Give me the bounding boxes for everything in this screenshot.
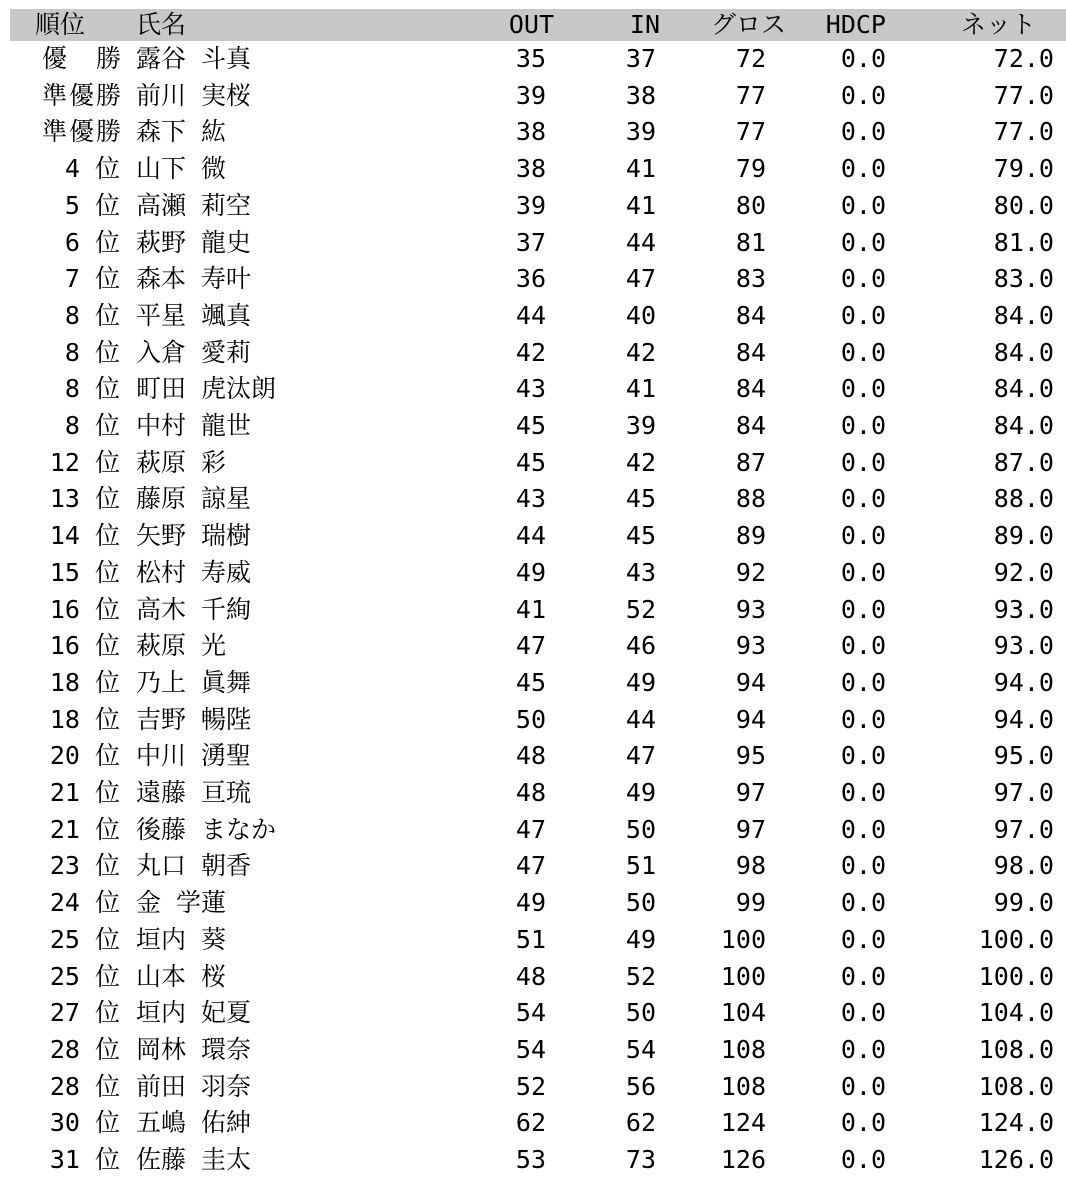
gross-cell: 97 [735, 814, 766, 844]
net-cell: 93.0 [993, 631, 1054, 661]
hdcp-cell: 0.0 [840, 1071, 886, 1101]
name-cell: 金 学蓮 [136, 888, 227, 918]
name-cell: 平星 颯真 [136, 300, 252, 330]
gross-cell: 124 [720, 1108, 766, 1138]
gross-cell: 89 [735, 521, 766, 551]
out-cell: 53 [515, 1145, 546, 1174]
in-cell: 42 [625, 337, 656, 367]
rank-cell: 18 位 [49, 667, 120, 697]
hdcp-cell: 0.0 [840, 300, 886, 330]
table-row [0, 518, 1066, 554]
in-cell: 41 [625, 190, 656, 220]
in-cell: 52 [625, 594, 656, 624]
out-cell: 52 [515, 1071, 546, 1101]
hdcp-cell: 0.0 [840, 667, 886, 697]
table-row [0, 225, 1066, 261]
gross-cell: 84 [735, 300, 766, 330]
in-cell: 52 [625, 961, 656, 991]
hdcp-cell: 0.0 [840, 484, 886, 514]
out-cell: 50 [515, 704, 546, 734]
name-cell: 丸口 朝香 [136, 851, 252, 881]
name-cell: 佐藤 圭太 [136, 1145, 252, 1174]
header-hdcp: HDCP [825, 10, 886, 39]
in-cell: 49 [625, 924, 656, 954]
in-cell: 41 [625, 374, 656, 404]
table-row [0, 1069, 1066, 1105]
out-cell: 44 [515, 521, 546, 551]
out-cell: 39 [515, 80, 546, 110]
gross-cell: 84 [735, 411, 766, 440]
name-cell: 前川 実桜 [136, 80, 252, 110]
table-row [0, 922, 1066, 958]
hdcp-cell: 0.0 [840, 814, 886, 844]
rank-cell: 23 位 [49, 851, 120, 881]
table-row [0, 959, 1066, 995]
gross-cell: 100 [720, 924, 766, 954]
out-cell: 47 [515, 631, 546, 661]
out-cell: 45 [515, 667, 546, 697]
rank-cell: 14 位 [49, 521, 120, 551]
hdcp-cell: 0.0 [840, 1108, 886, 1138]
in-cell: 40 [625, 300, 656, 330]
in-cell: 44 [625, 227, 656, 257]
net-cell: 77.0 [993, 117, 1054, 147]
out-cell: 48 [515, 961, 546, 991]
gross-cell: 108 [720, 1034, 766, 1064]
hdcp-cell: 0.0 [840, 374, 886, 404]
in-cell: 45 [625, 484, 656, 514]
gross-cell: 87 [735, 447, 766, 477]
gross-cell: 93 [735, 594, 766, 624]
rank-cell: 5 位 [64, 190, 120, 220]
net-cell: 108.0 [978, 1071, 1054, 1101]
name-cell: 遠藤 亘琉 [136, 778, 252, 807]
net-cell: 79.0 [993, 154, 1054, 184]
header-gross: グロス [710, 10, 786, 39]
rank-cell: 12 位 [49, 447, 120, 477]
in-cell: 50 [625, 814, 656, 844]
hdcp-cell: 0.0 [840, 741, 886, 771]
in-cell: 39 [625, 411, 656, 440]
hdcp-cell: 0.0 [840, 704, 886, 734]
header-name: 氏名 [136, 10, 187, 39]
name-cell: 中川 湧聖 [136, 741, 252, 771]
rank-cell: 20 位 [49, 741, 120, 771]
net-cell: 99.0 [993, 888, 1054, 918]
rank-cell: 16 位 [49, 631, 120, 661]
rank-cell: 準優勝 [42, 80, 124, 110]
hdcp-cell: 0.0 [840, 557, 886, 587]
net-cell: 126.0 [978, 1145, 1054, 1174]
in-cell: 38 [625, 80, 656, 110]
table-row [0, 848, 1066, 884]
net-cell: 81.0 [993, 227, 1054, 257]
table-row [0, 298, 1066, 334]
in-cell: 50 [625, 888, 656, 918]
net-cell: 97.0 [993, 778, 1054, 807]
in-cell: 51 [625, 851, 656, 881]
table-row [0, 738, 1066, 774]
name-cell: 乃上 眞舞 [136, 667, 252, 697]
net-cell: 108.0 [978, 1034, 1054, 1064]
net-cell: 104.0 [978, 998, 1054, 1028]
name-cell: 松村 寿威 [136, 557, 252, 587]
net-cell: 97.0 [993, 814, 1054, 844]
net-cell: 84.0 [993, 411, 1054, 440]
gross-cell: 108 [720, 1071, 766, 1101]
net-cell: 100.0 [978, 961, 1054, 991]
gross-cell: 77 [735, 117, 766, 147]
name-cell: 山下 微 [136, 154, 227, 184]
hdcp-cell: 0.0 [840, 411, 886, 440]
hdcp-cell: 0.0 [840, 337, 886, 367]
out-cell: 54 [515, 998, 546, 1028]
name-cell: 岡林 環奈 [136, 1034, 252, 1064]
gross-cell: 100 [720, 961, 766, 991]
net-cell: 72.0 [993, 44, 1054, 73]
in-cell: 54 [625, 1034, 656, 1064]
table-row [0, 261, 1066, 297]
name-cell: 萩原 光 [136, 631, 227, 661]
rank-cell: 30 位 [49, 1108, 120, 1138]
hdcp-cell: 0.0 [840, 594, 886, 624]
table-row [0, 702, 1066, 738]
in-cell: 41 [625, 154, 656, 184]
gross-cell: 84 [735, 337, 766, 367]
net-cell: 80.0 [993, 190, 1054, 220]
net-cell: 88.0 [993, 484, 1054, 514]
gross-cell: 97 [735, 778, 766, 807]
rank-cell: 25 位 [49, 924, 120, 954]
in-cell: 62 [625, 1108, 656, 1138]
name-cell: 萩原 彩 [136, 447, 227, 477]
out-cell: 48 [515, 778, 546, 807]
name-cell: 萩野 龍史 [136, 227, 252, 257]
in-cell: 49 [625, 778, 656, 807]
gross-cell: 98 [735, 851, 766, 881]
net-cell: 89.0 [993, 521, 1054, 551]
rank-cell: 25 位 [49, 961, 120, 991]
net-cell: 92.0 [993, 557, 1054, 587]
gross-cell: 77 [735, 80, 766, 110]
hdcp-cell: 0.0 [840, 154, 886, 184]
out-cell: 38 [515, 117, 546, 147]
hdcp-cell: 0.0 [840, 631, 886, 661]
out-cell: 49 [515, 888, 546, 918]
gross-cell: 99 [735, 888, 766, 918]
name-cell: 山本 桜 [136, 961, 227, 991]
hdcp-cell: 0.0 [840, 44, 886, 73]
table-row [0, 592, 1066, 628]
table-row [0, 335, 1066, 371]
table-row [0, 188, 1066, 224]
name-cell: 中村 龍世 [136, 411, 252, 440]
name-cell: 森下 紘 [136, 117, 227, 147]
rank-cell: 7 位 [64, 264, 120, 294]
hdcp-cell: 0.0 [840, 961, 886, 991]
rank-cell: 28 位 [49, 1034, 120, 1064]
hdcp-cell: 0.0 [840, 117, 886, 147]
gross-cell: 72 [735, 44, 766, 73]
gross-cell: 104 [720, 998, 766, 1028]
hdcp-cell: 0.0 [840, 998, 886, 1028]
in-cell: 42 [625, 447, 656, 477]
rank-cell: 18 位 [49, 704, 120, 734]
rank-cell: 8 位 [64, 337, 120, 367]
out-cell: 47 [515, 851, 546, 881]
gross-cell: 126 [720, 1145, 766, 1174]
hdcp-cell: 0.0 [840, 1145, 886, 1174]
out-cell: 54 [515, 1034, 546, 1064]
in-cell: 50 [625, 998, 656, 1028]
out-cell: 49 [515, 557, 546, 587]
name-cell: 高木 千絢 [136, 594, 252, 624]
header-in: IN [629, 10, 660, 39]
net-cell: 84.0 [993, 300, 1054, 330]
name-cell: 五嶋 佑紳 [136, 1108, 252, 1138]
net-cell: 77.0 [993, 80, 1054, 110]
hdcp-cell: 0.0 [840, 447, 886, 477]
out-cell: 36 [515, 264, 546, 294]
out-cell: 51 [515, 924, 546, 954]
name-cell: 入倉 愛莉 [136, 337, 252, 367]
table-row [0, 481, 1066, 517]
gross-cell: 84 [735, 374, 766, 404]
gross-cell: 95 [735, 741, 766, 771]
in-cell: 46 [625, 631, 656, 661]
hdcp-cell: 0.0 [840, 1034, 886, 1064]
rank-cell: 21 位 [49, 778, 120, 807]
gross-cell: 94 [735, 667, 766, 697]
name-cell: 矢野 瑞樹 [136, 521, 252, 551]
hdcp-cell: 0.0 [840, 521, 886, 551]
net-cell: 124.0 [978, 1108, 1054, 1138]
out-cell: 43 [515, 484, 546, 514]
rank-cell: 8 位 [64, 374, 120, 404]
hdcp-cell: 0.0 [840, 227, 886, 257]
table-row [0, 1105, 1066, 1141]
net-cell: 87.0 [993, 447, 1054, 477]
hdcp-cell: 0.0 [840, 80, 886, 110]
out-cell: 38 [515, 154, 546, 184]
rank-cell: 6 位 [64, 227, 120, 257]
net-cell: 93.0 [993, 594, 1054, 624]
table-row [0, 41, 1066, 77]
name-cell: 藤原 諒星 [136, 484, 252, 514]
name-cell: 高瀬 莉空 [136, 190, 252, 220]
name-cell: 露谷 斗真 [136, 44, 252, 73]
name-cell: 町田 虎汰朗 [136, 374, 277, 404]
hdcp-cell: 0.0 [840, 778, 886, 807]
out-cell: 35 [515, 44, 546, 73]
out-cell: 48 [515, 741, 546, 771]
table-header [10, 9, 1066, 41]
rank-cell: 13 位 [49, 484, 120, 514]
header-out: OUT [508, 10, 554, 39]
table-row [0, 995, 1066, 1031]
table-row [0, 78, 1066, 114]
name-cell: 垣内 妃夏 [136, 998, 252, 1028]
in-cell: 47 [625, 741, 656, 771]
table-row [0, 628, 1066, 664]
table-row [0, 114, 1066, 150]
gross-cell: 83 [735, 264, 766, 294]
table-row [0, 445, 1066, 481]
gross-cell: 94 [735, 704, 766, 734]
gross-cell: 81 [735, 227, 766, 257]
out-cell: 41 [515, 594, 546, 624]
net-cell: 84.0 [993, 374, 1054, 404]
out-cell: 45 [515, 447, 546, 477]
header-net: ネット [960, 10, 1036, 39]
name-cell: 森本 寿叶 [136, 264, 252, 294]
rank-cell: 8 位 [64, 300, 120, 330]
net-cell: 83.0 [993, 264, 1054, 294]
name-cell: 吉野 暢陛 [136, 704, 252, 734]
gross-cell: 92 [735, 557, 766, 587]
in-cell: 49 [625, 667, 656, 697]
name-cell: 前田 羽奈 [136, 1071, 252, 1101]
net-cell: 100.0 [978, 924, 1054, 954]
rank-cell: 4 位 [64, 154, 120, 184]
out-cell: 43 [515, 374, 546, 404]
name-cell: 垣内 葵 [136, 924, 227, 954]
net-cell: 98.0 [993, 851, 1054, 881]
table-row [0, 555, 1066, 591]
table-row [0, 665, 1066, 701]
out-cell: 62 [515, 1108, 546, 1138]
in-cell: 39 [625, 117, 656, 147]
table-row [0, 151, 1066, 187]
net-cell: 94.0 [993, 704, 1054, 734]
table-row [0, 885, 1066, 921]
hdcp-cell: 0.0 [840, 190, 886, 220]
rank-cell: 21 位 [49, 814, 120, 844]
in-cell: 56 [625, 1071, 656, 1101]
table-row [0, 371, 1066, 407]
in-cell: 37 [625, 44, 656, 73]
table-row [0, 1142, 1066, 1178]
rank-cell: 27 位 [49, 998, 120, 1028]
table-row [0, 775, 1066, 811]
gross-cell: 88 [735, 484, 766, 514]
table-row [0, 812, 1066, 848]
in-cell: 45 [625, 521, 656, 551]
out-cell: 47 [515, 814, 546, 844]
rank-cell: 8 位 [64, 411, 120, 440]
net-cell: 84.0 [993, 337, 1054, 367]
out-cell: 44 [515, 300, 546, 330]
name-cell: 後藤 まなか [136, 814, 277, 844]
table-row [0, 1032, 1066, 1068]
hdcp-cell: 0.0 [840, 264, 886, 294]
out-cell: 45 [515, 411, 546, 440]
hdcp-cell: 0.0 [840, 888, 886, 918]
out-cell: 42 [515, 337, 546, 367]
in-cell: 44 [625, 704, 656, 734]
gross-cell: 79 [735, 154, 766, 184]
gross-cell: 80 [735, 190, 766, 220]
out-cell: 39 [515, 190, 546, 220]
header-rank: 順位 [35, 10, 86, 39]
table-row [0, 408, 1066, 444]
rank-cell: 24 位 [49, 888, 120, 918]
net-cell: 95.0 [993, 741, 1054, 771]
out-cell: 37 [515, 227, 546, 257]
gross-cell: 93 [735, 631, 766, 661]
hdcp-cell: 0.0 [840, 851, 886, 881]
rank-cell: 15 位 [49, 557, 120, 587]
net-cell: 94.0 [993, 667, 1054, 697]
in-cell: 43 [625, 557, 656, 587]
hdcp-cell: 0.0 [840, 924, 886, 954]
rank-cell: 28 位 [49, 1071, 120, 1101]
rank-cell: 16 位 [49, 594, 120, 624]
rank-cell: 優 勝 [42, 44, 124, 73]
rank-cell: 準優勝 [42, 117, 124, 147]
in-cell: 73 [625, 1145, 656, 1174]
in-cell: 47 [625, 264, 656, 294]
rank-cell: 31 位 [49, 1145, 120, 1174]
